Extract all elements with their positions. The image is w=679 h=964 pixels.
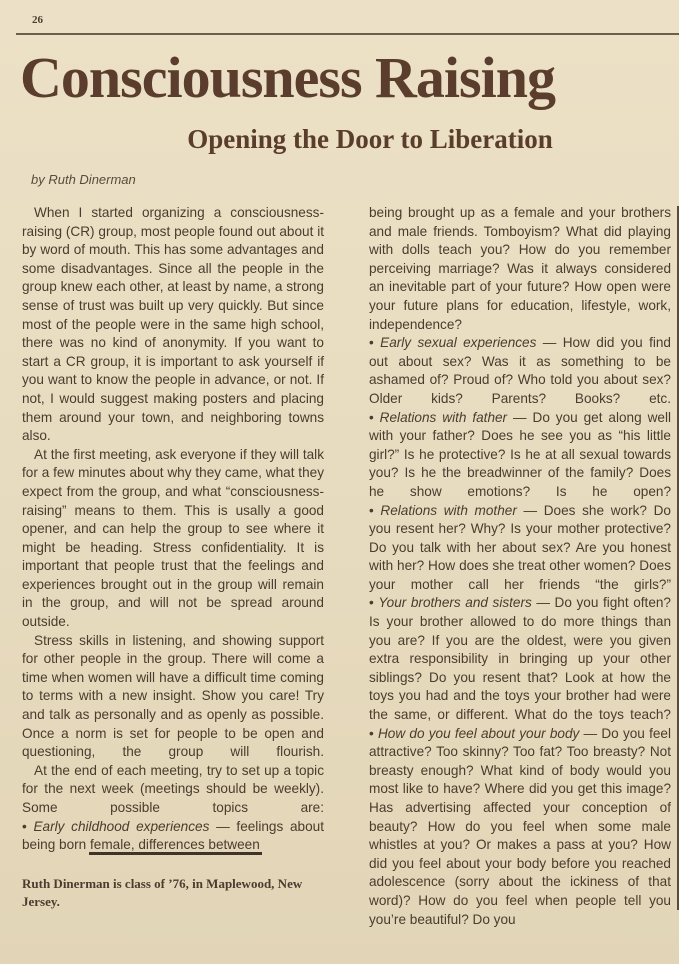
paragraph: At the end of each meeting, try to set up a topic for the next week (meetings should be weekly). Some possible topics are: bbox=[22, 762, 324, 815]
paragraph: Stress skills in listening, and showing support for other people in the group. There will come a time when women will have a difficult time coming to terms with a new insight. Show you care! Try and talk as personally and as openly as possible. Once a norm is set for people to be open and questioning, the group will flourish. bbox=[22, 632, 324, 760]
topic-title: Relations with mother bbox=[380, 502, 517, 518]
topic-item: • Early sexual experiences — How did you find out about sex? Was it as something to be ashamed of? Proud of? Who told you about sex? Older kids? Parents? Books? etc. bbox=[369, 335, 671, 406]
paragraph: When I started organizing a consciousness-raising (CR) group, most people found out about it by word of mouth. This has some advantages and some disadvantages. Since all the people in the group knew each other, at least by name, a strong sense of trust was built up very quickly. But since most of the people were in the same high school, there was no kind of anonymity. If you want to start a CR group, it is important to ask yourself if you want to know the people in advance, or not. If not, I would suggest making posters and placing them around your town, and neighboring towns also. bbox=[22, 205, 324, 444]
paragraph: At the first meeting, ask everyone if they will talk for a few minutes about why they came, what they expect from the group, and what “consciousness-raising” means to them. This is usally a good opener, and can help the group to see where it might be heading. Stress confidentiality. It is important that people trust that the feelings and experiences brought out in the group will remain in the group, and will not be spread around outside. bbox=[22, 446, 324, 630]
topic-text: — Do you feel attractive? Too skinny? Too fat? Too breasty? Not breasty enough? What kind of body would you most like to have? Where did you get this image? Has advertising affected your conception of beauty? How do you feel when some male whistles at you? Or makes a pass at you? How did you feel about your body before you reached adolescence (sorry about the ickiness of that word)? How do you feel when people tell you you’re beautiful? Do you bbox=[369, 725, 671, 927]
paragraph: being brought up as a female and your brothers and male friends. Tomboyism? What did playing with dolls teach you? How do you remember perceiving marriage? Was it always considered an inevitable part of your future? How open were your future plans for education, lifestyle, work, independence? bbox=[369, 205, 671, 332]
topic-item: • How do you feel about your body — Do you feel attractive? Too skinny? Too fat? Too breasty? Not breasty enough? What kind of body would you most like to have? Where did you get this image? Has advertising affected your conception of beauty? How do you feel when some male whistles at you? Or makes a pass at you? How did you feel about your body before you reached adolescence (sorry about the ickiness of that word)? How do you feel when people tell you you’re beautiful? Do you bbox=[369, 725, 671, 927]
topic-title: How do you feel about your body bbox=[377, 725, 580, 741]
topic-text: — Does she work? Do you resent her? Why? Is your mother protective? Do you talk with her about sex? Are you honest with her? How does she treat other women? Does your mother call her friends “the girls?” bbox=[369, 502, 671, 592]
topic-title: Your brothers and sisters bbox=[378, 595, 532, 611]
topic-item: • Your brothers and sisters — Do you fight often? Is your brother allowed to do more things than you are? If you are the oldest, were you given extra responsibility in bringing up your other siblings? Do you resent that? Look at how the toys you had and the toys your brother had were the same, or different. What do the toys teach? bbox=[369, 595, 671, 723]
article-column-right bbox=[369, 204, 671, 929]
top-rule bbox=[16, 33, 679, 35]
byline: by Ruth Dinerman bbox=[31, 172, 136, 187]
topic-text: — How did you find out about sex? Was it as something to be ashamed of? Proud of? Who told you about sex? Older kids? Parents? Books? etc. bbox=[369, 335, 671, 406]
headline: Consciousness Raising bbox=[20, 45, 555, 110]
topic-item: • Relations with father — Do you get along well with your father? Does he see you as “his little girl?” Is he protective? Is he at all sexual towards you? Is he the breadwinner of the family? Does he show emotions? Is he open? bbox=[369, 409, 671, 499]
topic-text: — Do you get along well with your father? Does he see you as “his little girl?” Is he protective? Is he at all sexual towards you? Is he the breadwinner of the family? Does he show emotions? Is he open? bbox=[369, 409, 671, 499]
subheadline: Opening the Door to Liberation bbox=[187, 124, 553, 154]
topic-item: • Early childhood experiences — feelings about being born female, differences between bbox=[22, 818, 324, 853]
topic-title: Relations with father bbox=[379, 409, 508, 425]
topic-text: — feelings about being born female, differences between bbox=[22, 818, 324, 853]
topic-title: Early sexual experiences bbox=[380, 335, 537, 351]
author-bio: Ruth Dinerman is class of ’76, in Maplewood, New Jersey. bbox=[22, 876, 303, 909]
topic-item: • Relations with mother — Does she work? Do you resent her? Why? Is your mother protective? Do you talk with her about sex? Are you honest with her? How does she treat other women? Does your mother call her friends “the girls?” bbox=[369, 502, 671, 592]
article-column-left bbox=[22, 204, 324, 855]
divider-rule bbox=[89, 852, 262, 855]
topic-title: Early childhood experiences bbox=[33, 818, 210, 834]
topic-text: — Do you fight often? Is your brother allowed to do more things than you are? If you are the oldest, were you given extra responsibility in bringing up your other siblings? Do you resent that? Look at how the toys you had and the toys your brother had were the same, or different. What do the toys teach? bbox=[369, 595, 671, 723]
page-number: 26 bbox=[32, 14, 43, 26]
